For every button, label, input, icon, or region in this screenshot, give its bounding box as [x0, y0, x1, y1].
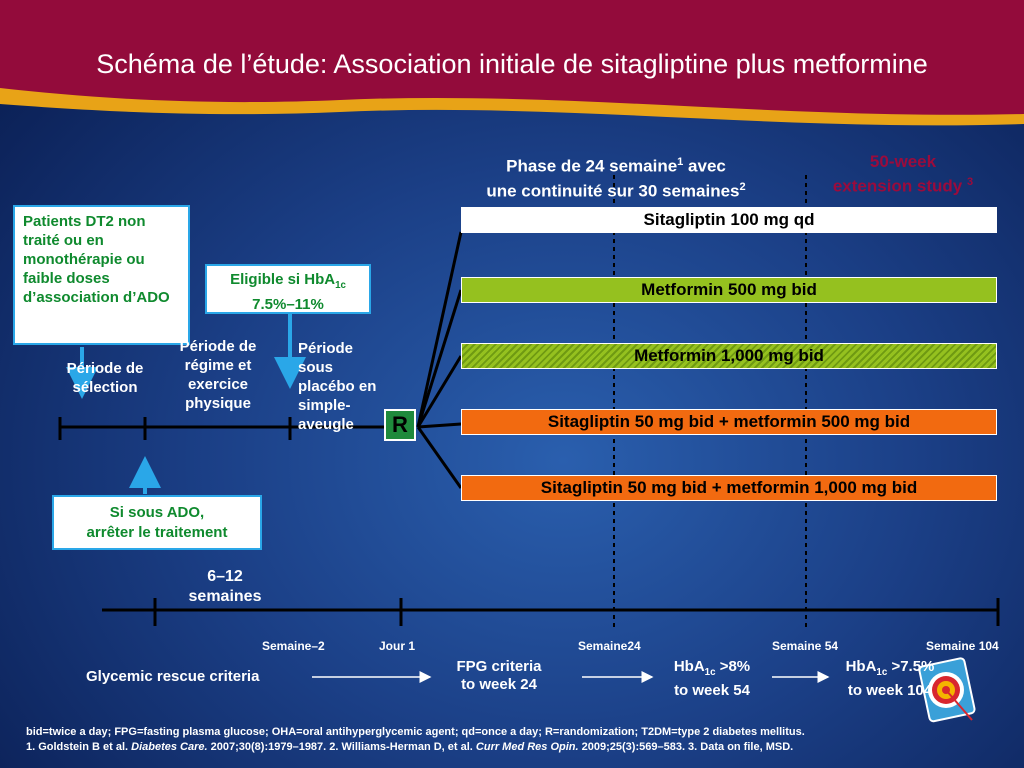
footnote: bid=twice a day; FPG=fasting plasma glucose; OHA=oral antihyperglycemic agent; qd=once a day; R=randomization; T2DM=type 2 diabetes mellitus. 1. Goldstein B et al. Diabetes Care. 2007;30(8):1979–1987. 2. Williams-Herman D, et al. Curr Med Res Opin. 2009;25(3):569–583. 3. Data on file, MSD.: [26, 726, 805, 753]
timepoint-week24: Semaine24: [578, 639, 641, 653]
duration-label: 6–12 semaines: [188, 568, 262, 605]
randomization-box: R: [384, 409, 416, 441]
period-placebo-label: Période sous placébo en simple-aveugle: [298, 340, 377, 433]
eligibility-box: Eligible si HbA$_{1c}$ 7.5%–11%: [205, 264, 371, 314]
arm-sitagliptin-100: Sitagliptin 100 mg qd: [461, 207, 997, 233]
rescue-criteria-fpg: FPG criteria to week 24: [456, 658, 542, 693]
extension-header: 50-week extension study $^3$: [832, 152, 974, 196]
arm-sitagliptin-metformin-1000: Sitagliptin 50 mg bid + metformin 1,000 mg bid: [461, 475, 997, 501]
arm-metformin-1000: Metformin 1,000 mg bid: [461, 343, 997, 369]
rescue-criteria-label: Glycemic rescue criteria: [86, 668, 260, 685]
arm-metformin-500: Metformin 500 mg bid: [461, 277, 997, 303]
timepoint-week54: Semaine 54: [772, 639, 839, 653]
rescue-criteria-hba1c-7-5: HbA$_{1c}$ >7.5% to week 104: [845, 658, 935, 699]
stop-treatment-box: Si sous ADO, arrêter le traitement: [52, 495, 262, 550]
period-selection-label: Période de sélection: [66, 360, 144, 396]
timepoint-week-minus2: Semaine–2: [262, 639, 325, 653]
timepoint-week104: Semaine 104: [926, 639, 999, 653]
arm-sitagliptin-metformin-500: Sitagliptin 50 mg bid + metformin 500 mg bid: [461, 409, 997, 435]
phase-header: Phase de 24 semaine$^1$ avec une continuité sur 30 semaines$^2$: [486, 156, 746, 201]
patients-box: Patients DT2 non traité ou en monothérapie ou faible doses d’association d’ADO: [13, 205, 190, 345]
page-title: Schéma de l’étude: Association initiale de sitagliptine plus metformine: [96, 49, 928, 79]
rescue-criteria-hba1c-8: HbA$_{1c}$ >8% to week 54: [673, 658, 751, 699]
timepoint-day1: Jour 1: [379, 639, 416, 653]
period-diet-label: Période de régime et exercice physique: [179, 338, 257, 412]
